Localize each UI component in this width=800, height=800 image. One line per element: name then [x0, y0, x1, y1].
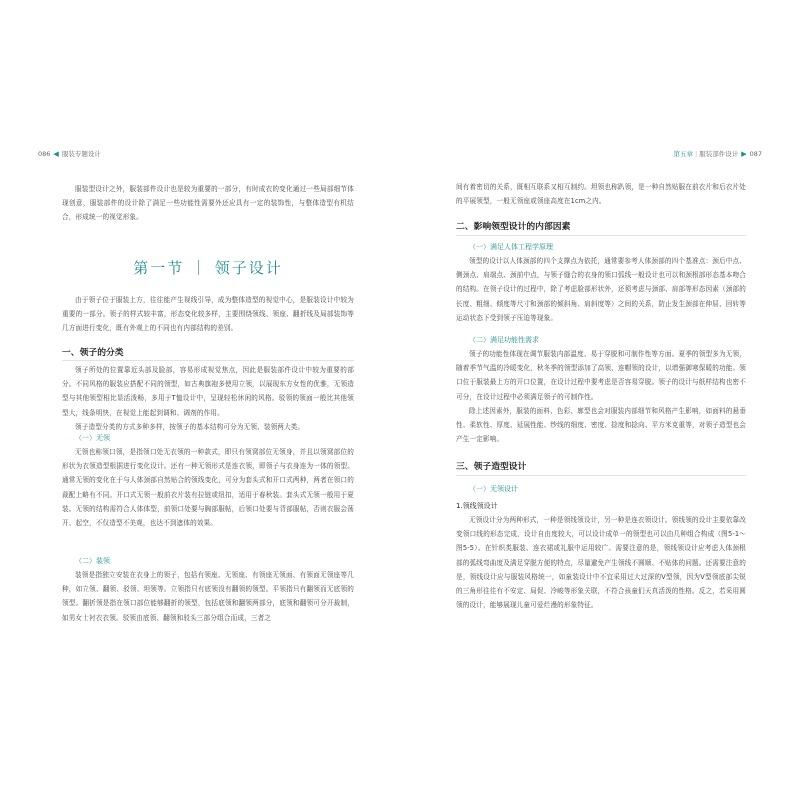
heading-no-collar-design: （一）无领设计 — [469, 485, 518, 493]
no-collar-section — [62, 433, 354, 530]
no-collar-design-section — [456, 484, 746, 612]
function-section — [456, 335, 746, 446]
neckline-design-paragraph: 无领设计分为两种形式，一种是领线领设计，另一种是连衣领设计。领线领的设计主要依靠改变领口线的形态完成，设计自由度较大，可以设计成单一的领型也可以由几种组合构成（图5-1～图5-5）。在针织类服装、连衣裙或礼服中运用较广。需要注意的是，领线领设计应考虑人体颈根部的弧线弯曲度及满足穿脱方便的特点，尽量避免产生领线不圆顺、不贴体的问题。还需要注意的是，领线设计应与服装风格统一，如童装设计中不宜采用过大过深的V型领，因为V型领底部尖锐的三角形往往有不安定、局促、冷峻等形象关联，不符合孩童们天真活泼的性格。反之，若采用圆领的设计，能够展现儿童可爱烂漫的形象特征。 — [456, 516, 746, 610]
classification-section — [62, 345, 354, 434]
heading-divider — [62, 360, 354, 361]
right-page-number: 087 — [749, 150, 762, 158]
heading-function: （二）满足功能性需求 — [469, 336, 539, 344]
left-book-title: 服装专题设计 — [61, 150, 101, 158]
right-chapter: 第五章 — [673, 150, 693, 158]
ergonomics-paragraph: 领型的设计以人体颈部的四个支撑点为依托，通常要参考人体颈部的四个基准点：颈后中点、侧颈点、肩端点、颈前中点，与领子缝合的衣身的领口弧线一般设计也可以和颈根部形态基本吻合的结构。在领子设计的过程中，除了考虑脸部形状外，还须考虑与颈部、肩部等形态因素（颈部的长度、粗细、倾度等尺寸和颈部的倾斜角、肩斜度等）之间的关系，防止发生颈部在伸屈、回转等运动状态下受到领子压迫等现象。 — [456, 257, 746, 322]
no-collar-paragraph: 无领也称领口领，是指领口处无衣领的一种款式，即只有领窝部位无领身，并且以领窝部位的形状为衣领造型根据进行变化设计。还有一种无领形式是连衣领，即领子与衣身连为一体的领型。通常无领的变化在于与人体颈部自然贴合的领线变化，可分为套头式和开口式两种，两者在领口的裁配上略有不同。开口式无领一般前衣片装有拉链或纽扣，适用于春秋装。套头式无领一般用于夏装。无领的结构需符合人体体型，前领口处要与胸部服帖，后领口处要与背部服帖，否则衣服会荡开、起空，不仅造型不美观，也达不到遮体的效果。 — [62, 448, 354, 528]
attached-collar-paragraph: 装领是指独立安装在衣身上的领子，包括有领座、无领座、有领座无领面、有领面无领座等几种，如立领、翻领、驳领、坦领等。立领指只有底领没有翻领的领型。平领指只有翻领而无底领的领型。翻折领是指在领口部位能够翻折的领型，包括底领和翻领两部分，底领和翻领可分开裁制，如男女士衬衣衣领。驳领由底领、翻领和驳头三部分组合而成，三者之 — [62, 571, 354, 622]
heading-no-collar: （一）无领 — [75, 434, 110, 442]
heading-internal-factors: 二、影响领型设计的内部因素 — [456, 222, 571, 232]
heading-divider — [456, 235, 746, 236]
attached-collar-section — [62, 556, 354, 625]
internal-factors-section — [456, 219, 746, 236]
function-paragraph-2: 除上述因素外，服装的面料、色彩、廓型也会对服装内部细节和风格产生影响，如面料的悬垂性、柔软性、厚度、延展性能、纱线的细度、密度、捻度和捻向、平方米克重等，对领子造型也会产生一定影响。 — [456, 406, 746, 444]
heading-ergonomics: （一）满足人体工程学原理 — [469, 243, 553, 251]
heading-neckline-design: 1.领线领设计 — [456, 502, 498, 510]
left-running-header — [38, 149, 101, 158]
right-arrow-icon: ▶ — [741, 150, 747, 158]
function-paragraph-1: 领子的功能性体现在调节服装内部温度、易于穿脱和可制作性等方面。夏季的领型多为无领，随着季节气温的冷暖变化，秋冬季的领型添加了高领、连帽领的设计，以增强御寒保暖的功能。领口位于服装最上方的开口位置，在设计过程中要考虑是否容易穿脱。领子的设计与纸样结构也密不可分，在设计过程中必须满足领子的可制作性。 — [456, 350, 746, 401]
heading-collar-design: 三、领子造型设计 — [456, 462, 527, 472]
section-title: 第一节 ｜ 领子设计 — [133, 259, 283, 277]
classification-paragraph-1: 领子所处的位置靠近头部及脸部，容易形成视觉焦点，因此是服装部件设计中较为重要的部分。不同风格的服装应搭配不同的领型，如古典旗袍多使用立领，以展现东方女性的优雅，无领造型与其他领型相比显活泼畅，多用于T恤设计中，呈现轻松休闲的风格。驳领的领面一般比其他领型大，线条明快，在视觉上能起到调和、调剂的作用。 — [62, 366, 354, 417]
heading-classification: 一、领子的分类 — [62, 348, 124, 358]
continuation-paragraph: 间有着密切的关系，既相互联系又相互制约。坦领也称趴领，是一种自然贴服在前衣片和后衣片处的平展领型，一般无领座或领座高度在1cm之内。 — [456, 183, 746, 206]
intro-paragraph: 服装型设计之外，服装部件设计也是较为重要的一部分，有时成衣的变化通过一些局部细节体现创意，服装部件的设计除了满足一些功能性需要外还应具有一定的装饰性，与整体造型有机结合，形成统一的视觉形象。 — [62, 185, 354, 222]
right-chapter-title: 服装部件设计 — [699, 150, 739, 158]
classification-paragraph-2: 领子造型分类的方式多种多样，按领子的基本结构可分为无领、装领两大类。 — [75, 422, 305, 431]
heading-divider — [456, 475, 746, 476]
left-page-number: 086 — [38, 150, 51, 158]
left-arrow-icon: ◀ — [53, 150, 59, 158]
collar-design-section — [456, 459, 746, 476]
heading-attached-collar: （二）装领 — [75, 557, 110, 565]
section-intro-paragraph: 由于领子位于服装上方，往往能产生视线引导，成为整体造型的视觉中心，是服装设计中较为重要的一部分。领子的样式较丰富，形态变化较多样，主要围绕领线、领座、翻折线及局部装饰等几方面进行变化，既有外观上的不同也有内部结构的差别。 — [62, 296, 354, 333]
ergonomics-section — [456, 242, 746, 325]
right-running-header: 第五章 | 服装部件设计 ▶ 087 — [673, 150, 762, 158]
